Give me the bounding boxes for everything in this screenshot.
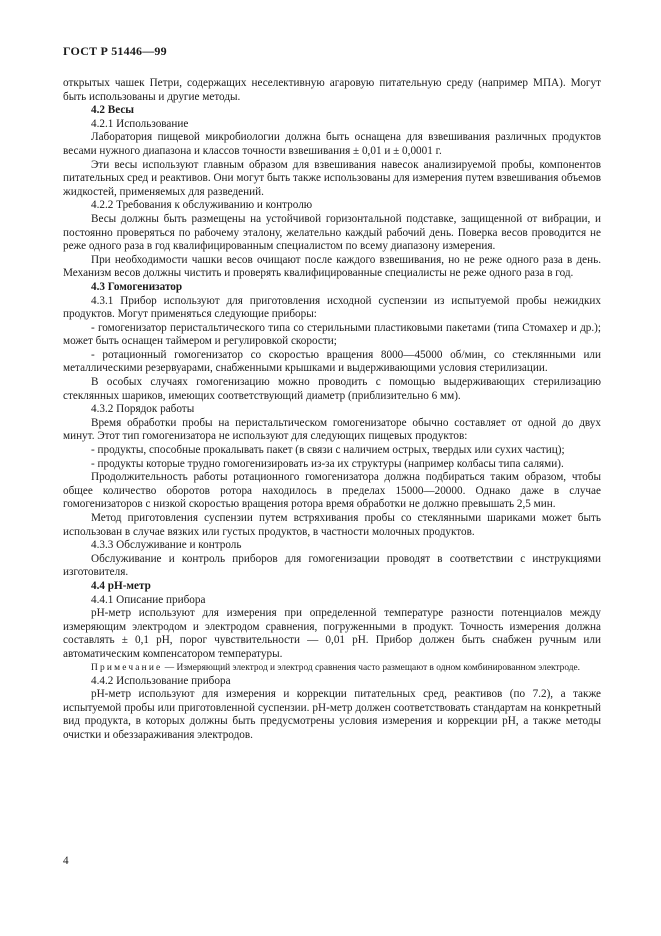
paragraph: - продукты, способные прокалывать пакет (в связи с наличием острых, твердых или сухих частиц); — [91, 444, 565, 457]
paragraph: При необходимости чашки весов очищают после каждого взвешивания, но не реже одного раза в день. Механизм весов должны чистить и проверять квалифицированные специалисты не реже одного раза в год. — [63, 253, 601, 280]
subsection-heading: 4.2.2 Требования к обслуживанию и контролю — [91, 199, 313, 212]
note-text: — Измеряющий электрод и электрод сравнения часто размещают в одном комбинированном электроде. — [162, 662, 581, 673]
paragraph: pH-метр используют для измерения при определенной температуре разности потенциалов между измеряющим электродом и электродом сравнения, погруженными в продукт. Точность измерения должна составлять ± 0,1 pH, порог чувствительности — 0,01 pH. Прибор должен быть снабжен ручным или автоматическим компенсатором температуры. — [63, 607, 601, 660]
paragraph: Время обработки пробы на перистальтическом гомогенизаторе обычно составляет от одной до двух минут. Этот тип гомогенизатора не используют для следующих пищевых продуктов: — [63, 416, 601, 443]
section-heading: 4.3 Гомогенизатор — [91, 280, 183, 293]
paragraph: - ротационный гомогенизатор со скоростью вращения 8000—45000 об/мин, со стеклянными или металлическими резервуарами, снабженными крышками и выдерживающими условия стерилизации. — [63, 348, 601, 375]
note-label: Примечание — [91, 662, 163, 673]
subsection-heading: 4.4.1 Описание прибора — [91, 593, 206, 606]
subsection-heading: 4.3.2 Порядок работы — [91, 403, 195, 416]
section-paragraphs — [63, 77, 601, 662]
subsection-heading: 4.2.1 Использование — [91, 117, 189, 130]
paragraph: pH-метр используют для измерения и коррекции питательных сред, реактивов (по 7.2), а также испытуемой пробы или приготовленной суспензии. pH-метр должен соответствовать стандартам на конкретный вид продукта, в которых должны быть предусмотрены условия измерения и коррекции pH, а также методы очистки и обеззараживания электродов. — [63, 688, 601, 741]
paragraph: - гомогенизатор перистальтического типа со стерильными пластиковыми пакетами (типа Стомахер и др.); может быть оснащен таймером и регулировкой скорости; — [63, 321, 601, 348]
paragraph: Лаборатория пищевой микробиологии должна быть оснащена для взвешивания различных продуктов весами нужного диапазона и классов точности взвешивания ± 0,01 и ± 0,0001 г. — [63, 131, 601, 157]
paragraph: - продукты которые трудно гомогенизировать из-за их структуры (например колбасы типа салями). — [91, 457, 564, 470]
subsection-heading: 4.4.2 Использование прибора — [91, 674, 231, 687]
paragraph: В особых случаях гомогенизацию можно проводить с помощью выдерживающих стерилизацию стеклянных шариков, имеющих соответствующий диаметр (приблизительно 6 мм). — [63, 376, 601, 402]
body-text — [63, 77, 601, 743]
note-paragraph — [63, 662, 601, 675]
section-paragraphs-continued — [63, 675, 601, 743]
subsection-heading: 4.3.3 Обслуживание и контроль — [91, 539, 242, 552]
paragraph: Весы должны быть размещены на устойчивой горизонтальной подставке, защищенной от вибрации, и постоянно проверяться по рабочему эталону, желательно каждый рабочий день. Поверка весов проводится не реже одного раза в год квалифицированным специалистом по всему диапазону измерения. — [63, 212, 601, 253]
paragraph: 4.3.1 Прибор используют для приготовления исходной суспензии из испытуемой пробы нежидких продуктов. Могут применяться следующие приборы: — [63, 294, 601, 321]
standard-header: ГОСТ Р 51446—99 — [63, 44, 167, 58]
page-number: 4 — [63, 855, 69, 867]
paragraph: Эти весы используют главным образом для взвешивания навесок анализируемой пробы, компонентов питательных сред и реактивов. Они могут быть также использованы для измерения путем взвешивания объемов жидкостей, применяемых для разведений. — [63, 158, 601, 198]
paragraph: Метод приготовления суспензии путем встряхивания пробы со стеклянными шариками может быть использован в случае вязких или густых продуктов, в частности молочных продуктов. — [63, 512, 601, 538]
paragraph: Продолжительность работы ротационного гомогенизатора должна подбираться таким образом, чтобы общее количество оборотов ротора находилось в пределах 15000—20000. Однако даже в случае гомогенизаторов с низкой скоростью вращения ротора время обработки не должно превышать 2,5 мин. — [63, 471, 601, 511]
paragraph: открытых чашек Петри, содержащих неселективную агаровую питательную среду (например МПА). Могут быть использованы и другие методы. — [63, 77, 601, 103]
paragraph: Обслуживание и контроль приборов для гомогенизации проводят в соответствии с инструкциями изготовителя. — [63, 552, 601, 579]
section-heading: 4.4 pH-метр — [91, 579, 151, 592]
section-heading: 4.2 Весы — [91, 104, 135, 117]
